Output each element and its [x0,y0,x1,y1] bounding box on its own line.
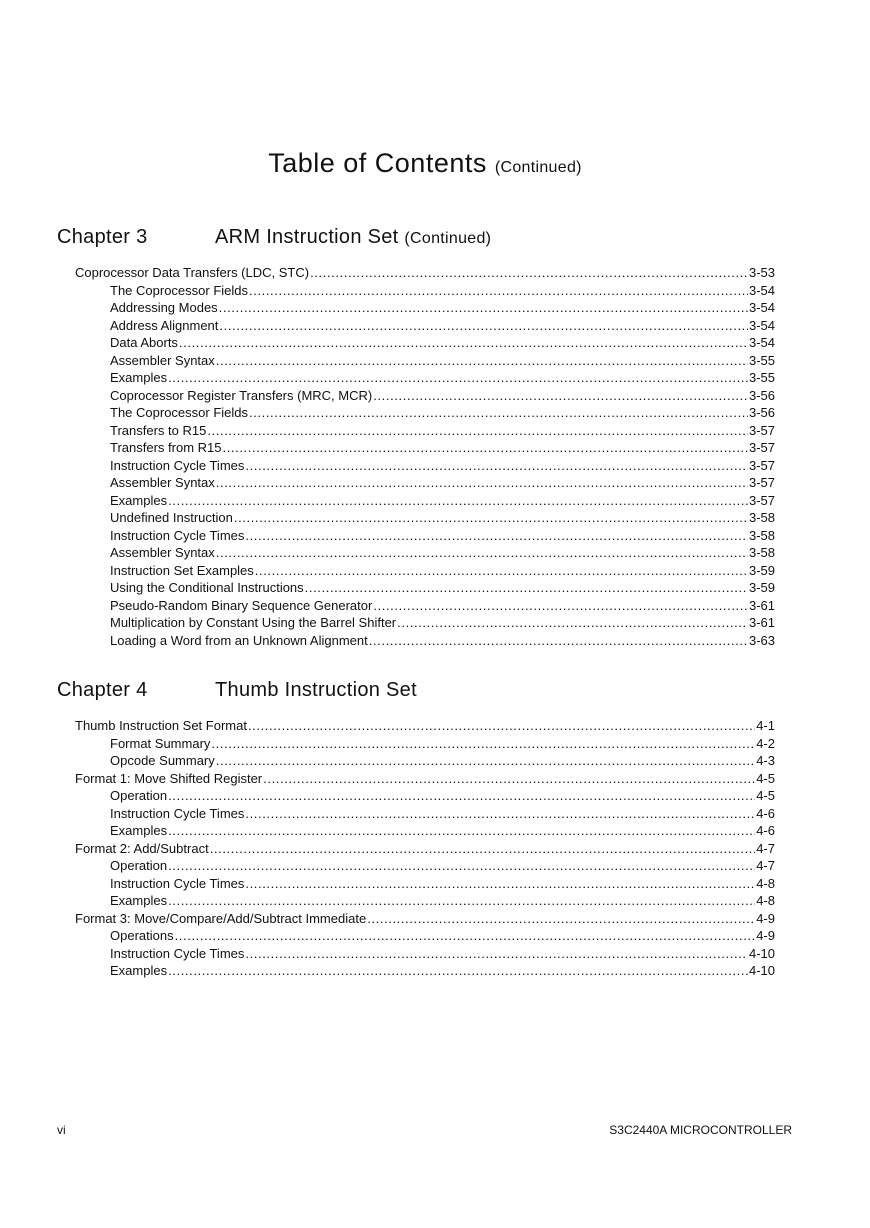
toc-entry-title: Coprocessor Data Transfers (LDC, STC) [75,265,310,280]
toc-entry[interactable] [110,875,775,893]
toc-entry[interactable] [110,404,775,422]
toc-entry-title: Examples [110,370,168,385]
toc-entry-title: Multiplication by Constant Using the Barrel Shifter [110,615,397,630]
dot-leader [216,474,748,492]
toc-entry-page: 4-10 [748,963,775,978]
chapter-suffix: (Continued) [404,230,492,247]
toc-entry[interactable] [110,439,775,457]
toc-entry-page: 3-57 [748,440,775,455]
toc-entry-page: 3-59 [748,580,775,595]
toc-entry[interactable] [110,735,775,753]
toc-entry-title: Operation [110,788,168,803]
toc-entry-title: Examples [110,893,168,908]
toc-entry[interactable] [110,579,775,597]
toc-entry-title: Opcode Summary [110,753,215,768]
toc-entry-title: Thumb Instruction Set Format [75,718,247,733]
toc-entry[interactable] [110,352,775,370]
toc-entry-title: Data Aborts [110,335,178,350]
toc-entry-title: Instruction Cycle Times [110,527,245,543]
toc-entry[interactable] [110,422,775,440]
toc-entry[interactable] [110,962,775,980]
toc-entry[interactable] [75,840,775,858]
toc-entry-page: 3-61 [748,615,775,630]
toc-entry[interactable] [110,892,775,910]
toc-entry-title: Format Summary [110,735,211,751]
chapter-heading-3 [57,226,797,249]
toc-entry[interactable] [110,805,775,823]
toc-entry-title: Undefined Instruction [110,510,233,525]
dot-leader [207,422,748,440]
toc-entry-page: 3-57 [748,422,775,438]
toc-entry-title: Format 2: Add/Subtract [75,840,209,856]
toc-entry-page: 3-56 [748,387,775,403]
toc-entry[interactable] [110,752,775,770]
toc-entry[interactable] [110,282,775,300]
toc-entry-page: 4-6 [756,805,775,821]
toc-entry-page: 4-7 [756,840,775,856]
toc-entry-page: 3-58 [748,527,775,543]
toc-entry-title: Instruction Cycle Times [110,805,245,821]
chapter-name: Thumb Instruction Set [215,679,417,701]
toc-entry-page: 4-2 [756,735,775,751]
chapter-heading-4 [57,679,797,702]
dot-leader [216,352,748,370]
dot-leader [249,282,748,300]
toc-entry-title: Format 1: Move Shifted Register [75,770,263,786]
toc-entry[interactable] [110,562,775,580]
toc-entry-title: Instruction Cycle Times [110,945,245,961]
toc-entry[interactable] [110,527,775,545]
toc-entry-title: Operations [110,928,174,943]
toc-entry-title: Transfers to R15 [110,422,207,438]
dot-leader [168,962,748,980]
toc-entry[interactable] [110,457,775,475]
toc-entry-page: 3-57 [748,475,775,490]
toc-entry-title: Assembler Syntax [110,352,215,368]
toc-entry-title: Examples [110,823,168,838]
toc-entry-page: 4-9 [756,928,775,943]
toc-entry[interactable] [110,927,775,945]
dot-leader [245,805,755,823]
toc-entry-page: 3-55 [748,370,775,385]
dot-leader [210,840,756,858]
dot-leader [310,264,748,282]
toc-entry[interactable] [110,317,775,335]
toc-entry[interactable] [110,509,775,527]
toc-entry-title: Transfers from R15 [110,440,222,455]
toc-entry-title: Address Alignment [110,317,219,333]
dot-leader [249,404,748,422]
toc-entry-page: 3-54 [748,335,775,350]
dot-leader [168,857,755,875]
toc-entry-title: The Coprocessor Fields [110,282,248,298]
toc-entry-title: Instruction Set Examples [110,562,254,578]
dot-leader [305,579,748,597]
toc-entry[interactable] [110,387,775,405]
dot-leader [223,439,748,457]
dot-leader [175,927,756,945]
dot-leader [216,752,755,770]
dot-leader [367,910,755,928]
toc-entry[interactable] [110,822,775,840]
toc-entry-page: 3-55 [748,352,775,368]
dot-leader [248,717,755,735]
toc-entry-title: Instruction Cycle Times [110,457,245,473]
dot-leader [179,334,748,352]
toc-entry-page: 4-8 [756,893,775,908]
toc-entry-page: 4-1 [756,718,775,733]
toc-entry-title: Examples [110,492,168,508]
toc-entry-title: Format 3: Move/Compare/Add/Subtract Immediate [75,910,367,926]
dot-leader [373,387,748,405]
dot-leader [245,457,748,475]
dot-leader [168,369,748,387]
toc-entry-page: 4-7 [756,858,775,873]
toc-entry[interactable] [110,492,775,510]
dot-leader [245,875,755,893]
toc-entry-title: Loading a Word from an Unknown Alignment [110,632,368,648]
toc-entry-page: 4-9 [756,910,775,926]
toc-entry-page: 3-57 [748,492,775,508]
dot-leader [168,492,748,510]
dot-leader [216,544,748,562]
toc-entry[interactable] [110,857,775,875]
toc-entry-title: Assembler Syntax [110,475,215,490]
toc-entry-title: Assembler Syntax [110,545,215,560]
toc-entry-page: 4-6 [756,823,775,838]
toc-entry-page: 3-54 [748,300,775,315]
dot-leader [369,632,748,650]
toc-entry-page: 3-57 [748,457,775,473]
toc-entry[interactable] [75,264,775,282]
toc-entry-title: Operation [110,858,168,873]
toc-entry-page: 4-5 [756,788,775,803]
toc-entry-page: 3-56 [748,405,775,420]
dot-leader [168,892,755,910]
dot-leader [373,597,748,615]
chapter-name: ARM Instruction Set [215,226,399,248]
toc-entry-title: Addressing Modes [110,300,218,315]
toc-entry-page: 3-54 [748,317,775,333]
dot-leader [263,770,755,788]
dot-leader [211,735,755,753]
toc-entry-title: Examples [110,963,168,978]
toc-entry-page: 4-8 [756,875,775,891]
toc-entry-page: 4-10 [748,945,775,961]
toc-entry[interactable] [110,787,775,805]
toc-entry-title: The Coprocessor Fields [110,405,248,420]
toc-entry-title: Coprocessor Register Transfers (MRC, MCR) [110,387,373,403]
footer-page-number: vi [57,1123,66,1137]
toc-entry[interactable] [110,945,775,963]
toc-entry[interactable] [110,369,775,387]
toc-entry[interactable] [110,614,775,632]
toc-entry-title: Pseudo-Random Binary Sequence Generator [110,597,373,613]
toc-entry[interactable] [75,717,775,735]
toc-entry[interactable] [110,334,775,352]
toc-entry[interactable] [110,474,775,492]
dot-leader [168,787,755,805]
toc-entry-page: 3-61 [748,597,775,613]
toc-entry[interactable] [110,299,775,317]
dot-leader [168,822,755,840]
footer-product: S3C2440A MICROCONTROLLER [609,1123,792,1137]
toc-entry[interactable] [110,632,775,650]
page-title [0,148,850,179]
dot-leader [255,562,748,580]
toc-entry-title: Instruction Cycle Times [110,875,245,891]
title-suffix: (Continued) [494,159,582,176]
toc-entry-page: 3-54 [748,282,775,298]
toc-entry[interactable] [75,770,775,788]
toc-entry-page: 3-58 [748,545,775,560]
dot-leader [245,945,748,963]
toc-entry[interactable] [110,544,775,562]
dot-leader [245,527,748,545]
toc-entry-page: 4-3 [756,753,775,768]
title-text: Table of Contents [268,148,487,178]
toc-entry-page: 3-59 [748,562,775,578]
toc-entry-page: 4-5 [756,770,775,786]
dot-leader [397,614,748,632]
chapter-number: Chapter 3 [57,226,148,248]
toc-entry-page: 3-58 [748,510,775,525]
toc-entry-page: 3-53 [748,265,775,280]
toc-entry-title: Using the Conditional Instructions [110,580,304,595]
toc-entry[interactable] [110,597,775,615]
dot-leader [234,509,748,527]
toc-entry-page: 3-63 [748,632,775,648]
dot-leader [219,317,748,335]
toc-entry[interactable] [75,910,775,928]
dot-leader [219,299,748,317]
chapter-number: Chapter 4 [57,679,148,701]
